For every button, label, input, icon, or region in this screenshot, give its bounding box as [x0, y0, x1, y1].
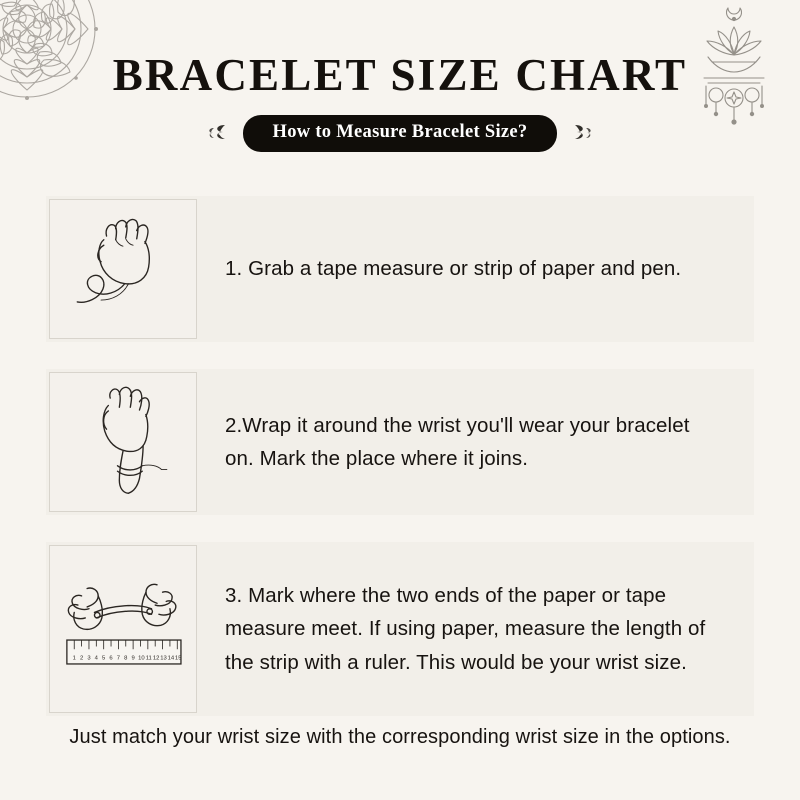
svg-text:9: 9	[131, 655, 135, 662]
list-item	[46, 542, 754, 716]
measure-question-pill: How to Measure Bracelet Size?	[243, 115, 558, 152]
hand-holding-tape-measure-illustration	[49, 199, 197, 339]
svg-text:4: 4	[94, 655, 98, 662]
svg-text:6: 6	[109, 655, 113, 662]
svg-text:5: 5	[102, 655, 106, 662]
svg-text:2: 2	[79, 655, 84, 662]
list-item	[46, 369, 754, 515]
svg-text:8: 8	[124, 655, 128, 662]
svg-text:15: 15	[174, 655, 182, 662]
list-item-label: 3. Mark where the two ends of the paper or tape measure meet. If using paper, measure the length of the strip with a ruler. This would be your wrist size.	[225, 584, 706, 674]
page-header	[0, 52, 800, 152]
svg-text:1: 1	[72, 655, 76, 662]
hands-measuring-strip-with-ruler-illustration	[49, 545, 197, 713]
flourish-left-icon	[205, 121, 231, 147]
svg-text:12: 12	[152, 655, 160, 662]
svg-text:14: 14	[167, 655, 175, 662]
list-item-label: 1. Grab a tape measure or strip of paper and pen.	[225, 257, 682, 281]
hand-with-tape-around-wrist-illustration	[49, 372, 197, 512]
subtitle-row	[0, 115, 800, 152]
flourish-right-icon	[569, 121, 595, 147]
svg-text:3: 3	[87, 655, 91, 662]
list-item-label: 2.Wrap it around the wrist you'll wear your bracelet on. Mark the place where it joins.	[225, 413, 690, 470]
page-title: BRACELET SIZE CHART	[112, 50, 688, 100]
footer-note: Just match your wrist size with the corresponding wrist size in the options.	[69, 726, 731, 748]
svg-text:11: 11	[145, 655, 152, 662]
list-item	[46, 196, 754, 342]
svg-text:13: 13	[160, 655, 167, 662]
steps-list	[0, 196, 800, 743]
svg-text:7: 7	[116, 655, 121, 662]
svg-text:10: 10	[138, 655, 145, 662]
